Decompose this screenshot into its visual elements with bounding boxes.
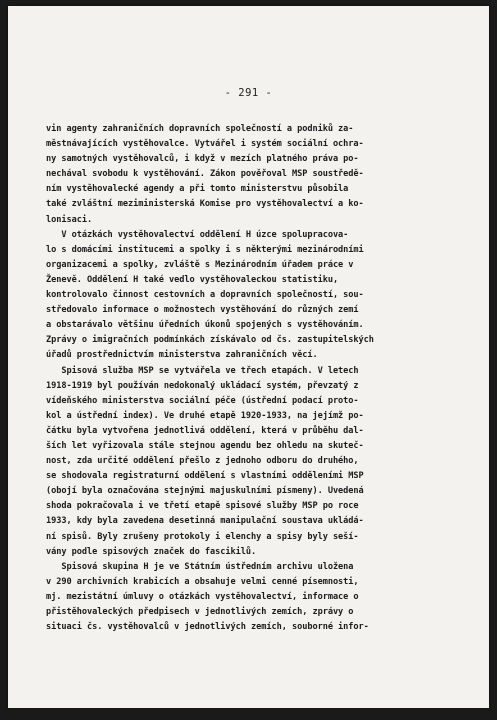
text-line: ny samotných vystěhovalců, i když v mezích platného práva po- (46, 154, 359, 165)
text-line: také zvláštní meziministerská Komise pro vystěhovalectví a ko- (46, 199, 364, 210)
text-line: (obojí byla označována stejnými majuskulními písmeny). Uvedená (46, 486, 364, 497)
text-line: úřadů prostřednictvím ministerstva zahraničních věcí. (46, 350, 318, 361)
text-line: Zprávy o imigračních podmínkách získávalo od čs. zastupitelských (46, 335, 374, 346)
text-line: vídeňského ministerstva sociální péče (ústřední podací proto- (46, 395, 359, 406)
text-line: ších let vyřizovala stále stejnou agendu bez ohledu na skuteč- (46, 440, 364, 451)
text-line: lonisaci. (46, 214, 93, 225)
text-line: mj. mezistátní úmluvy o otázkách vystěhovalectví, informace o (46, 591, 359, 602)
text-line: shoda pokračovala i ve třetí etapě spisové služby MSP po roce (46, 501, 359, 512)
text-line: čátku byla vytvořena jednotlivá oddělení, která v průběhu dal- (46, 425, 364, 436)
text-line: 1933, kdy byla zavedena desetinná manipulační soustava ukládá- (46, 516, 364, 527)
text-line: kol a ústřední index). Ve druhé etapě 1920-1933, na jejímž po- (46, 410, 364, 421)
page-number: - 291 - (224, 87, 273, 99)
text-line: Ženevě. Oddělení H také vedlo vystěhovaleckou statistiku, (46, 274, 339, 285)
document-page (8, 6, 489, 708)
text-line: nost, zda určité oddělení přešlo z jednoho odboru do druhého, (46, 456, 359, 467)
text-line: kontrolovalo činnost cestovních a dopravních společností, sou- (46, 290, 364, 301)
text-line: vány podle spisových značek do fascikilů. (46, 546, 257, 557)
text-line: středovalo informace o možnostech vystěhování do různých zemí (46, 305, 359, 316)
text-line: ním vystěhovalecké agendy a při tomto ministerstvu působila (46, 184, 349, 195)
text-line: se shodovala registraturní oddělení s vlastními odděleními MSP (46, 471, 364, 482)
text-line: městnávajících vystěhovalce. Vytvářel i systém sociální ochra- (46, 139, 364, 150)
text-line: vin agenty zahraničních dopravních společností a podniků za- (46, 124, 354, 134)
text-line: 1918-1919 byl používán nedokonalý ukládací systém, převzatý z (46, 380, 359, 391)
text-line: Spisová skupina H je ve Státním ústředním archivu uložena (46, 561, 354, 572)
text-line: a obstarávalo většinu úředních úkonů spojených s vystěhováním. (46, 320, 364, 331)
body-text (46, 122, 438, 635)
text-line: lo s domácími institucemi a spolky i s některými mezinárodními (46, 244, 364, 255)
text-line: Spisová služba MSP se vytvářela ve třech etapách. V letech (46, 365, 359, 376)
text-line: V otázkách vystěhovalectví oddělení H úzce spolupracova- (46, 229, 349, 240)
text-line: situaci čs. vystěhovalců v jednotlivých zemích, souborné infor- (46, 622, 369, 633)
text-line: nechával svobodu k vystěhování. Zákon pověřoval MSP soustředě- (46, 169, 364, 180)
text-line: přistěhovaleckých předpisech v jednotlivých zemích, zprávy o (46, 607, 354, 617)
text-line: v 290 archivních krabicích a obsahuje velmi cenné písemnosti, (46, 576, 359, 587)
text-line: organizacemi a spolky, zvláště s Mezinárodním úřadem práce v (46, 259, 354, 270)
text-line: ní spisů. Byly zrušeny protokoly i elenchy a spisy byly seší- (46, 531, 359, 542)
